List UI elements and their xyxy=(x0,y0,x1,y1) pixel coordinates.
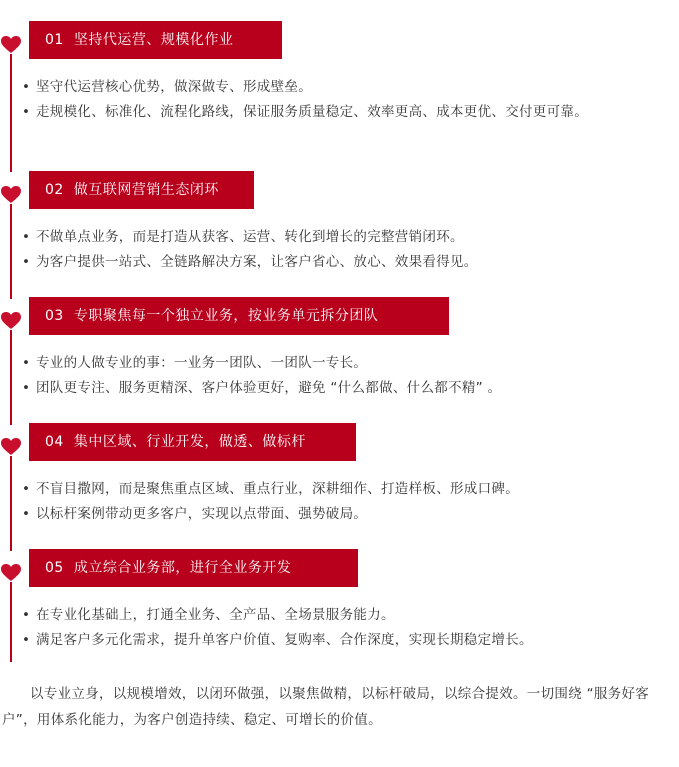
section-heading xyxy=(29,297,449,335)
section-number: 04 xyxy=(45,434,64,450)
section-title: 做互联网营销生态闭环 xyxy=(73,182,219,198)
list-item: • 专业的人做专业的事：一业务一团队、一团队一专长。 xyxy=(22,351,652,376)
section-title: 坚持代运营、规模化作业 xyxy=(73,32,234,48)
summary-paragraph: 以专业立身，以规模增效，以闭环做强，以聚焦做精，以标杆破局，以综合提效。一切围绕 “服务好客户”，用体系化能力，为客户创造持续、稳定、可增长的价值。 xyxy=(2,686,650,728)
heart-icon xyxy=(1,36,21,54)
section-heading xyxy=(29,21,282,59)
section-number: 03 xyxy=(45,308,64,324)
list-item: • 走规模化、标准化、流程化路线，保证服务质量稳定、效率更高、成本更优、交付更可靠。 xyxy=(22,100,652,125)
heart-icon xyxy=(1,564,21,582)
section-title: 集中区域、行业开发，做透、做标杆 xyxy=(73,434,306,450)
heart-icon xyxy=(1,438,21,456)
section-heading xyxy=(29,549,358,587)
bullet-list xyxy=(22,225,652,275)
list-item: • 坚守代运营核心优势，做深做专、形成壁垒。 xyxy=(22,75,652,100)
section-number: 02 xyxy=(45,182,64,198)
list-item: • 不盲目撒网，而是聚焦重点区域、重点行业，深耕细作、打造样板、形成口碑。 xyxy=(22,477,652,502)
bullet-list xyxy=(22,351,652,401)
list-item: • 以标杆案例带动更多客户，实现以点带面、强势破局。 xyxy=(22,502,652,527)
list-item: • 团队更专注、服务更精深、客户体验更好，避免 “什么都做、什么都不精” 。 xyxy=(22,376,652,401)
bullet-list xyxy=(22,477,652,527)
list-item: • 不做单点业务，而是打造从获客、运营、转化到增长的完整营销闭环。 xyxy=(22,225,652,250)
section-divider-line xyxy=(10,582,12,662)
section-divider-line xyxy=(10,456,12,551)
bullet-list xyxy=(22,603,652,653)
section-heading xyxy=(29,171,254,209)
list-item: • 在专业化基础上，打通全业务、全产品、全场景服务能力。 xyxy=(22,603,652,628)
section-divider-line xyxy=(10,204,12,299)
section-number: 05 xyxy=(45,560,64,576)
heart-icon xyxy=(1,186,21,204)
section-number: 01 xyxy=(45,32,64,48)
section-divider-line xyxy=(10,330,12,425)
bullet-list xyxy=(22,75,652,125)
section-title: 成立综合业务部，进行全业务开发 xyxy=(73,560,292,576)
section-title: 专职聚焦每一个独立业务，按业务单元拆分团队 xyxy=(73,308,379,324)
list-item: • 为客户提供一站式、全链路解决方案，让客户省心、放心、效果看得见。 xyxy=(22,250,652,275)
section-divider-line xyxy=(10,54,12,172)
list-item: • 满足客户多元化需求，提升单客户价值、复购率、合作深度，实现长期稳定增长。 xyxy=(22,628,652,653)
heart-icon xyxy=(1,312,21,330)
section-heading xyxy=(29,423,356,461)
